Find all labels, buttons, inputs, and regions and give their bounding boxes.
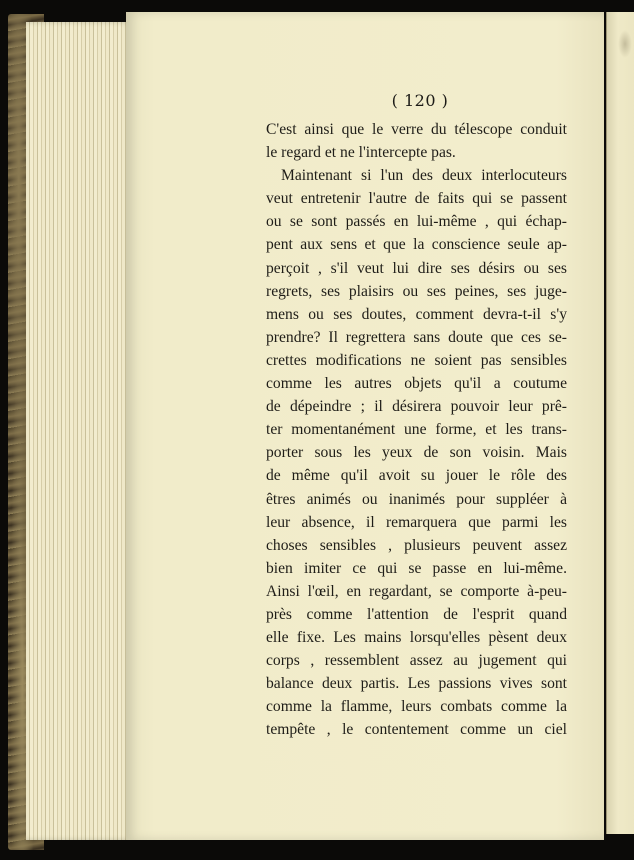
page-number: ( 120 ) xyxy=(391,91,449,110)
text-line: perçoit , s'il veut lui dire ses désirs ou ses xyxy=(266,259,567,277)
text-line: êtres animés ou inanimés pour suppléer à xyxy=(266,490,567,508)
page-edges xyxy=(26,22,134,840)
text-line: prendre? Il regrettera sans doute que ces se- xyxy=(266,328,567,346)
text-line: comme la flamme, leurs combats comme la xyxy=(266,698,567,716)
text-line: pent aux sens et que la conscience seule ap- xyxy=(266,236,567,254)
text-line: corps , ressemblent assez au jugement qui xyxy=(266,652,567,670)
text-line: veut entretenir l'autre de faits qui se passent xyxy=(266,190,567,208)
body-text xyxy=(266,118,567,742)
text-line: près comme l'attention de l'esprit quand xyxy=(266,605,567,623)
show-through-mark xyxy=(618,30,632,58)
text-line: comme les autres objets qu'il a coutume xyxy=(266,375,567,393)
text-line: leur absence, il remarquera que parmi les xyxy=(266,513,567,531)
text-line: de dépeindre ; il désirera pouvoir leur prê- xyxy=(266,398,567,416)
text-line: Maintenant si l'un des deux interlocuteurs xyxy=(281,167,567,185)
text-line: ter momentanément une forme, et les trans- xyxy=(266,421,567,439)
text-line: crettes modifications ne soient pas sensibles xyxy=(266,351,567,369)
text-line: elle fixe. Les mains lorsqu'elles pèsent deux xyxy=(266,629,567,647)
text-line: le regard et ne l'intercepte pas. xyxy=(266,144,456,162)
text-line: bien imiter ce qui se passe en lui-même. xyxy=(266,559,567,577)
text-line: Ainsi l'œil, en regardant, se comporte à-peu- xyxy=(266,582,567,600)
text-line: balance deux partis. Les passions vives sont xyxy=(266,675,567,693)
text-line: choses sensibles , plusieurs peuvent assez xyxy=(266,536,567,554)
text-line: tempête , le contentement comme un ciel xyxy=(266,721,567,739)
text-line: regrets, ses plaisirs ou ses peines, ses juge- xyxy=(266,282,567,300)
text-line: de même qu'il avoit su jouer le rôle des xyxy=(266,467,567,485)
text-line: C'est ainsi que le verre du télescope conduit xyxy=(266,121,567,138)
text-line: mens ou ses doutes, comment devra-t-il s'y xyxy=(266,305,567,323)
text-line: porter sous les yeux de son voisin. Mais xyxy=(266,444,567,462)
facing-page xyxy=(606,12,634,834)
text-line: ou se sont passés en lui-même , qui échap- xyxy=(266,213,567,231)
